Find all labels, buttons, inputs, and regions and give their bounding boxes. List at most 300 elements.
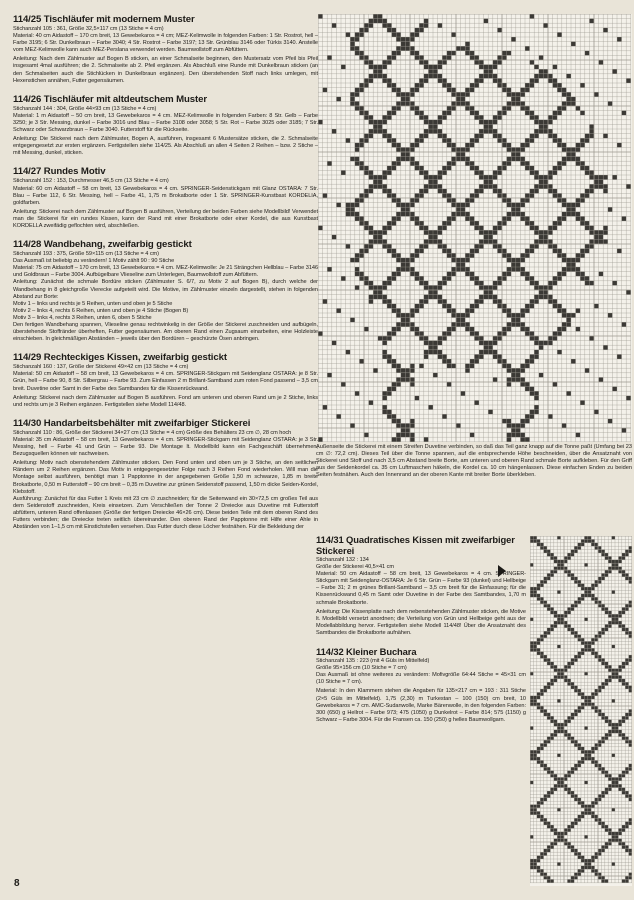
stitch-cell (537, 706, 540, 709)
stitch-cell (392, 221, 397, 226)
stitch-cell (598, 689, 601, 692)
stitch-cell (553, 189, 558, 194)
stitch-cell (415, 198, 420, 203)
stitch-cell (405, 92, 410, 97)
stitch-cell (605, 733, 608, 736)
stitch-cell (576, 433, 581, 438)
stitch-cell (566, 203, 571, 208)
stitch-cell (603, 189, 608, 194)
section-title: 114/28 Wandbehang, zweifarbig gestickt (13, 239, 192, 251)
stitch-cell (502, 51, 507, 56)
stitch-cell (438, 65, 443, 70)
stitch-cell (497, 276, 502, 281)
stitch-cell (588, 641, 591, 644)
material-text: Material: 50 cm Aidastoff – 58 cm breit, 13 Gewebekaros = 4 cm. SPRINGER-Stickgarn mit Seidenglanz OSTARA: je 8 Str. Grün, hell – Farbe 90, 8 Str. Silbergrau – Farbe 93. Zum Einfassen 2 m Brillant-Samtband zum roten Fond passend – 3,5 cm breit. Duvetine oder Samt in der Farbe des Samtbandes für die Kissenrückwand. (13, 371, 318, 392)
stitch-cell (581, 747, 584, 750)
stitch-cell (594, 184, 599, 189)
stitch-cell (629, 743, 632, 746)
stitch-cell (516, 423, 521, 428)
stitch-cell (601, 825, 604, 828)
stitch-cell (557, 835, 560, 838)
stitch-cell (585, 249, 590, 254)
stitch-cell (567, 842, 570, 845)
stitch-cell (612, 387, 617, 392)
stitch-cell (598, 876, 601, 879)
stitch-cell (581, 856, 584, 859)
stitch-cell (581, 638, 584, 641)
stitch-cell (599, 175, 604, 180)
stitch-cell (601, 794, 604, 797)
stitch-cell (369, 295, 374, 300)
stitch-cell (561, 618, 564, 621)
stitch-cell (564, 842, 567, 845)
stitch-cell (534, 170, 539, 175)
stitch-cell (502, 272, 507, 277)
stitch-cell (359, 138, 364, 143)
stitch-cell (578, 706, 581, 709)
stitch-cell (410, 423, 415, 428)
stitch-cell (410, 433, 415, 438)
stitch-cell (470, 106, 475, 111)
stitch-cell (605, 737, 608, 740)
stitch-cell (534, 115, 539, 120)
stitch-cell (442, 336, 447, 341)
stitch-cell (520, 322, 525, 327)
stitch-cell (410, 101, 415, 106)
stitch-cell (608, 832, 611, 835)
stitch-cell (530, 414, 535, 419)
stitch-cell (479, 239, 484, 244)
stitch-cell (442, 115, 447, 120)
stitch-cell (571, 822, 574, 825)
stitch-cell (433, 341, 438, 346)
stitch-cell (553, 193, 558, 198)
stitch-cell (544, 876, 547, 879)
instructions-text: Anleitung: Die Kissenplatte nach dem nebenstehenden Zählmuster sticken, die Motive lt. Modellbild versetzt anordnen; die Verteilung von Grün und Hellbeige geht aus der Modellabbildung hervor. Fertigstellen siehe Modell 114/48! Über die Ansatznaht des Samtbandes die Brokatborte aufnähen. (316, 608, 526, 636)
stitch-cell (589, 175, 594, 180)
instructions-text: Anleitung: Zunächst die schmale Bordüre sticken (Zählmuster S. 6/7, zu Motiv 2 auf Bogen B), durch welche der Wandbehang in 8 gleichgroße Vierecke aufgeteilt wird. Die Motive, im Zählmuster einzeln dargestellt, stehen in folgenden Abstand zur Borte: (13, 279, 318, 300)
stitch-cell (470, 193, 475, 198)
stitch-cell (511, 207, 516, 212)
stitch-cell (442, 331, 447, 336)
stitch-cell (520, 377, 525, 382)
stitch-cell (442, 414, 447, 419)
stitch-cell (534, 78, 539, 83)
stitch-cell (511, 433, 516, 438)
stitch-cell (355, 106, 360, 111)
stitch-cell (564, 665, 567, 668)
stitch-cell (539, 184, 544, 189)
stitch-cell (484, 239, 489, 244)
stitch-cell (625, 740, 628, 743)
stitch-cell (540, 546, 543, 549)
stitch-cell (516, 433, 521, 438)
stitch-cell (612, 618, 615, 621)
stitch-cell (525, 253, 530, 258)
stitch-cell (396, 157, 401, 162)
stitch-cell (364, 138, 369, 143)
stitch-cell (615, 839, 618, 842)
instructions-text: Anleitung: Stickerei nach dem Zählmuster auf Bogen B ausführen, Verteilung der beiden Farben siehe Modellbild! Verwendet man die Stickerei für ein rundes Kissen, kann der Rand mit einer Brokatborte oder einer Kordel, die aus Kunstbast KORDELLA zweifädig geflochten wird, abschließen. (13, 208, 318, 229)
stitch-cell (424, 281, 429, 286)
stitch-cell (470, 161, 475, 166)
stitch-cell (585, 221, 590, 226)
stitch-cell (533, 859, 536, 862)
stitch-cell (598, 767, 601, 770)
stitch-cell (562, 92, 567, 97)
stitch-cell (537, 652, 540, 655)
stitch-cell (557, 563, 560, 566)
stitch-cell (530, 193, 535, 198)
stitch-cell (405, 313, 410, 318)
stitch-cell (497, 221, 502, 226)
stitch-cell (392, 166, 397, 171)
stitch-cell (598, 713, 601, 716)
stitch-cell (553, 221, 558, 226)
stitch-cell (373, 285, 378, 290)
stitch-cell (387, 221, 392, 226)
stitch-cell (562, 106, 567, 111)
stitch-cell (520, 364, 525, 369)
stitch-cell (424, 230, 429, 235)
stitch-cell (533, 594, 536, 597)
stitch-cell (502, 364, 507, 369)
stitch-cell (608, 828, 611, 831)
stitch-cell (601, 573, 604, 576)
stitch-cell (574, 601, 577, 604)
stitch-cell (378, 69, 383, 74)
stitch-cell (525, 276, 530, 281)
stitch-cell (539, 235, 544, 240)
stitch-cell (488, 239, 493, 244)
stitch-cell (327, 267, 332, 272)
stitch-cell (525, 161, 530, 166)
chart-upper-right (318, 14, 632, 442)
stitch-cell (410, 198, 415, 203)
stitch-cell (566, 74, 571, 79)
stitch-cell (544, 601, 547, 604)
stitch-cell (626, 290, 631, 295)
stitch-cell (605, 720, 608, 723)
stitch-cell (415, 32, 420, 37)
stitch-cell (571, 573, 574, 576)
stitch-cell (581, 706, 584, 709)
stitch-cell (392, 198, 397, 203)
stitch-cell (405, 147, 410, 152)
stitch-cell (625, 876, 628, 879)
stitch-cell (550, 828, 553, 831)
stitch-cell (571, 604, 574, 607)
stitch-cell (507, 377, 512, 382)
stitch-cell (456, 203, 461, 208)
stitch-cell (511, 262, 516, 267)
stitch-cell (507, 272, 512, 277)
stitch-cell (554, 788, 557, 791)
stitch-cell (484, 65, 489, 70)
stitch-cell (557, 808, 560, 811)
stitch-cell (373, 368, 378, 373)
stitch-cell (571, 794, 574, 797)
stitch-cell (364, 226, 369, 231)
stitch-cell (608, 570, 611, 573)
stitch-cell (497, 78, 502, 83)
stitch-cell (548, 244, 553, 249)
stitch-cell (564, 675, 567, 678)
stitch-cell (625, 845, 628, 848)
stitch-cell (574, 822, 577, 825)
stitch-cell (564, 611, 567, 614)
stitch-cell (465, 42, 470, 47)
stitch-cell (622, 216, 627, 221)
stitch-cell (382, 391, 387, 396)
stitch-cell (392, 414, 397, 419)
stitch-cell (581, 597, 584, 600)
material-text: Material: 60 cm Aidastoff – 58 cm breit, 13 Gewebekaros = 4 cm. SPRINGER-Seidenstickgarn mit Glanz OSTARA: 7 Str. Blau – Farbe 112, 6 Str. Messing, hell – Farbe 41, 1,75 m Brokatborte oder 1 Str. SPRINGER-Kunstbast KORDELIA, goldfarben. (13, 185, 318, 206)
stitch-cell (433, 175, 438, 180)
stitch-cell (537, 859, 540, 862)
stitch-cell (520, 101, 525, 106)
stitch-cell (479, 170, 484, 175)
stitch-cell (612, 560, 615, 563)
stitch-cell (533, 805, 536, 808)
stitch-cell (561, 726, 564, 729)
stitch-cell (428, 124, 433, 129)
stitch-cell (350, 423, 355, 428)
stitch-cell (507, 419, 512, 424)
stitch-cell (488, 124, 493, 129)
stitch-cell (378, 120, 383, 125)
stitch-cell (540, 635, 543, 638)
stitch-cell (447, 143, 452, 148)
stitch-cell (571, 767, 574, 770)
stitch-cell (615, 781, 618, 784)
stitch-cell (585, 244, 590, 249)
stitch-cell (433, 285, 438, 290)
stitch-cell (327, 161, 332, 166)
stitch-cell (497, 249, 502, 254)
stitch-cell (382, 115, 387, 120)
section-title: 114/30 Handarbeitsbehälter mit zweifarbiger Stickerei (13, 417, 251, 429)
stitch-cell (474, 115, 479, 120)
stitch-cell (516, 152, 521, 157)
stitch-cell (553, 78, 558, 83)
stitch-cell (479, 65, 484, 70)
stitch-cell (571, 203, 576, 208)
stitch-cell (530, 336, 535, 341)
stitch-cell (574, 794, 577, 797)
stitch-cell (369, 285, 374, 290)
stitch-cell (584, 696, 587, 699)
stitch-cell (438, 78, 443, 83)
stitch-cell (433, 290, 438, 295)
stitch-cell (396, 106, 401, 111)
stitch-cell (350, 157, 355, 162)
stitch-cell (451, 308, 456, 313)
stitch-cell (626, 396, 631, 401)
stitch-count: Stichanzahl 160 : 137, Größe der Stickerei 49×42 cm (13 Stiche = 4 cm) (13, 364, 189, 371)
stitch-cell (369, 189, 374, 194)
stitch-cell (550, 733, 553, 736)
stitch-cell (419, 60, 424, 65)
stitch-cell (585, 193, 590, 198)
stitch-cell (581, 801, 584, 804)
stitch-cell (612, 614, 615, 617)
stitch-cell (493, 115, 498, 120)
stitch-cell (554, 611, 557, 614)
stitch-cell (576, 267, 581, 272)
stitch-cell (350, 258, 355, 263)
stitch-cell (474, 299, 479, 304)
stitch-cell (451, 143, 456, 148)
stitch-cell (410, 216, 415, 221)
stitch-cell (595, 869, 598, 872)
stitch-cell (567, 788, 570, 791)
stitch-cell (543, 175, 548, 180)
stitch-cell (595, 818, 598, 821)
stitch-cell (474, 55, 479, 60)
stitch-cell (540, 543, 543, 546)
stitch-cell (456, 97, 461, 102)
stitch-cell (625, 550, 628, 553)
stitch-cell (355, 46, 360, 51)
stitch-cell (629, 740, 632, 743)
stitch-cell (599, 239, 604, 244)
stitch-cell (507, 212, 512, 217)
stitch-cell (608, 788, 611, 791)
stitch-cell (415, 304, 420, 309)
stitch-cell (369, 244, 374, 249)
stitch-cell (516, 258, 521, 263)
stitch-cell (601, 628, 604, 631)
stitch-cell (493, 354, 498, 359)
stitch-cell (419, 166, 424, 171)
stitch-cell (553, 138, 558, 143)
stitch-cell (622, 720, 625, 723)
stitch-cell (580, 400, 585, 405)
stitch-cell (553, 304, 558, 309)
continuation-text-block (316, 444, 632, 479)
stitch-cell (605, 662, 608, 665)
stitch-cell (539, 373, 544, 378)
stitch-cell (625, 849, 628, 852)
stitch-cell (594, 180, 599, 185)
stitch-cell (571, 550, 574, 553)
stitch-cell (451, 212, 456, 217)
stitch-cell (438, 285, 443, 290)
stitch-cell (564, 839, 567, 842)
stitch-cell (578, 652, 581, 655)
stitch-cell (470, 304, 475, 309)
stitch-cell (484, 69, 489, 74)
stitch-cell (525, 249, 530, 254)
stitch-cell (595, 655, 598, 658)
stitch-cell (543, 120, 548, 125)
stitch-cell (387, 244, 392, 249)
stitch-cell (605, 679, 608, 682)
stitch-cell (547, 771, 550, 774)
stitch-cell (598, 798, 601, 801)
stitch-cell (497, 226, 502, 231)
stitch-cell (387, 414, 392, 419)
stitch-cell (625, 607, 628, 610)
stitch-cell (625, 604, 628, 607)
stitch-cell (401, 37, 406, 42)
stitch-cell (424, 354, 429, 359)
stitch-cell (493, 120, 498, 125)
stitch-cell (405, 207, 410, 212)
stitch-cell (387, 193, 392, 198)
stitch-cell (424, 239, 429, 244)
stitch-cell (511, 368, 516, 373)
stitch-cell (396, 46, 401, 51)
stitch-cell (557, 83, 562, 88)
stitch-cell (534, 134, 539, 139)
stitch-cell (474, 189, 479, 194)
stitch-cell (493, 336, 498, 341)
stitch-cell (373, 290, 378, 295)
stitch-cell (447, 138, 452, 143)
stitch-cell (447, 327, 452, 332)
stitch-cell (533, 645, 536, 648)
stitch-cell (364, 134, 369, 139)
stitch-cell (566, 147, 571, 152)
stitch-cell (456, 318, 461, 323)
stitch-cell (507, 368, 512, 373)
stitch-cell (589, 124, 594, 129)
stitch-cell (553, 299, 558, 304)
stitch-cell (562, 267, 567, 272)
stitch-cell (601, 822, 604, 825)
stitch-cell (584, 808, 587, 811)
stitch-cell (392, 304, 397, 309)
stitch-cell (576, 216, 581, 221)
stitch-cell (584, 757, 587, 760)
stitch-cell (415, 28, 420, 33)
stitch-cell (554, 556, 557, 559)
stitch-cell (581, 539, 584, 542)
stitch-cell (530, 331, 535, 336)
stitch-cell (599, 272, 604, 277)
finishing-text: Den fertigen Wandbehang spannen, Vlieseline genau rechtwinkelig in der Größe der Stickerei zuschneiden und aufbügeln, überstehende Stoffränder überheften, Futter gegensäumen. Am oberen Rand einen Zugsaum einarbeiten, eine Holzleiste einschieben. In gleichmäßigen Abständen – jeweils über den Bordüren – geschürzte Ösen anbringen. (13, 322, 318, 343)
stitch-cell (571, 207, 576, 212)
stitch-cell (599, 60, 604, 65)
stitch-cell (474, 60, 479, 65)
stitch-cell (355, 198, 360, 203)
stitch-cell (530, 134, 535, 139)
stitch-cell (488, 175, 493, 180)
stitch-cell (550, 624, 553, 627)
stitch-cell (465, 253, 470, 258)
stitch-cell (540, 798, 543, 801)
stitch-cell (392, 327, 397, 332)
stitch-cell (378, 184, 383, 189)
stitch-cell (447, 166, 452, 171)
stitch-cell (557, 567, 560, 570)
stitch-cell (447, 106, 452, 111)
stitch-cell (493, 341, 498, 346)
stitch-cell (396, 258, 401, 263)
stitch-cell (608, 839, 611, 842)
stitch-cell (470, 51, 475, 56)
section-114-29 (13, 352, 318, 409)
stitch-cell (603, 175, 608, 180)
stitch-cell (442, 359, 447, 364)
stitch-cell (533, 754, 536, 757)
stitch-cell (617, 249, 622, 254)
stitch-cell (584, 587, 587, 590)
stitch-cell (584, 594, 587, 597)
stitch-cell (474, 193, 479, 198)
